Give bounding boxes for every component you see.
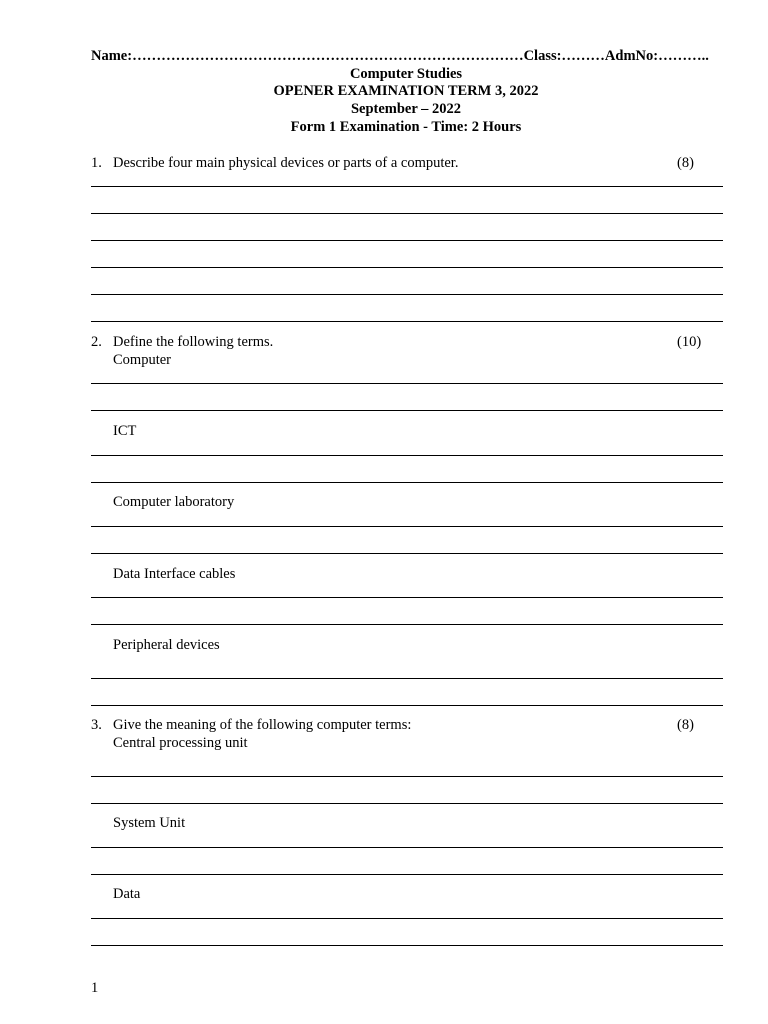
answer-line bbox=[91, 776, 723, 777]
answer-line bbox=[91, 482, 723, 483]
page-number: 1 bbox=[91, 980, 99, 996]
answer-line bbox=[91, 240, 723, 241]
term-label: Computer bbox=[113, 352, 171, 368]
term-label: Central processing unit bbox=[113, 735, 248, 751]
question-1-prompt: Describe four main physical devices or parts of a computer. bbox=[113, 155, 459, 171]
exam-title: OPENER EXAMINATION TERM 3, 2022 bbox=[273, 83, 539, 99]
question-3-marks: (8) bbox=[677, 717, 694, 733]
term-label: Peripheral devices bbox=[113, 637, 220, 653]
answer-line bbox=[91, 410, 723, 411]
answer-line bbox=[91, 624, 723, 625]
term-label: Data bbox=[113, 886, 141, 902]
form-time: Form 1 Examination - Time: 2 Hours bbox=[290, 119, 522, 135]
exam-date: September – 2022 bbox=[350, 101, 462, 117]
question-2-prompt: Define the following terms. bbox=[113, 334, 274, 350]
question-2-marks: (10) bbox=[677, 334, 702, 350]
subject-title: Computer Studies bbox=[349, 66, 463, 82]
answer-line bbox=[91, 705, 723, 706]
answer-line bbox=[91, 918, 723, 919]
answer-line bbox=[91, 678, 723, 679]
term-label: System Unit bbox=[113, 815, 186, 831]
term-label: Computer laboratory bbox=[113, 494, 235, 510]
question-2-number: 2. bbox=[91, 334, 102, 350]
answer-line bbox=[91, 455, 723, 456]
question-1-number: 1. bbox=[91, 155, 102, 171]
term-label: ICT bbox=[113, 423, 137, 439]
question-1-marks: (8) bbox=[677, 155, 694, 171]
answer-line bbox=[91, 213, 723, 214]
answer-line bbox=[91, 321, 723, 322]
student-details-line: Name:………………………………………………………………………Class:………AdmNo:……….. bbox=[91, 48, 709, 64]
answer-line bbox=[91, 874, 723, 875]
answer-line bbox=[91, 803, 723, 804]
answer-line bbox=[91, 597, 723, 598]
question-3-prompt: Give the meaning of the following computer terms: bbox=[113, 717, 412, 733]
answer-line bbox=[91, 553, 723, 554]
answer-line bbox=[91, 186, 723, 187]
answer-line bbox=[91, 526, 723, 527]
answer-line bbox=[91, 383, 723, 384]
answer-line bbox=[91, 267, 723, 268]
answer-line bbox=[91, 294, 723, 295]
answer-line bbox=[91, 945, 723, 946]
term-label: Data Interface cables bbox=[113, 566, 236, 582]
answer-line bbox=[91, 847, 723, 848]
question-3-number: 3. bbox=[91, 717, 102, 733]
